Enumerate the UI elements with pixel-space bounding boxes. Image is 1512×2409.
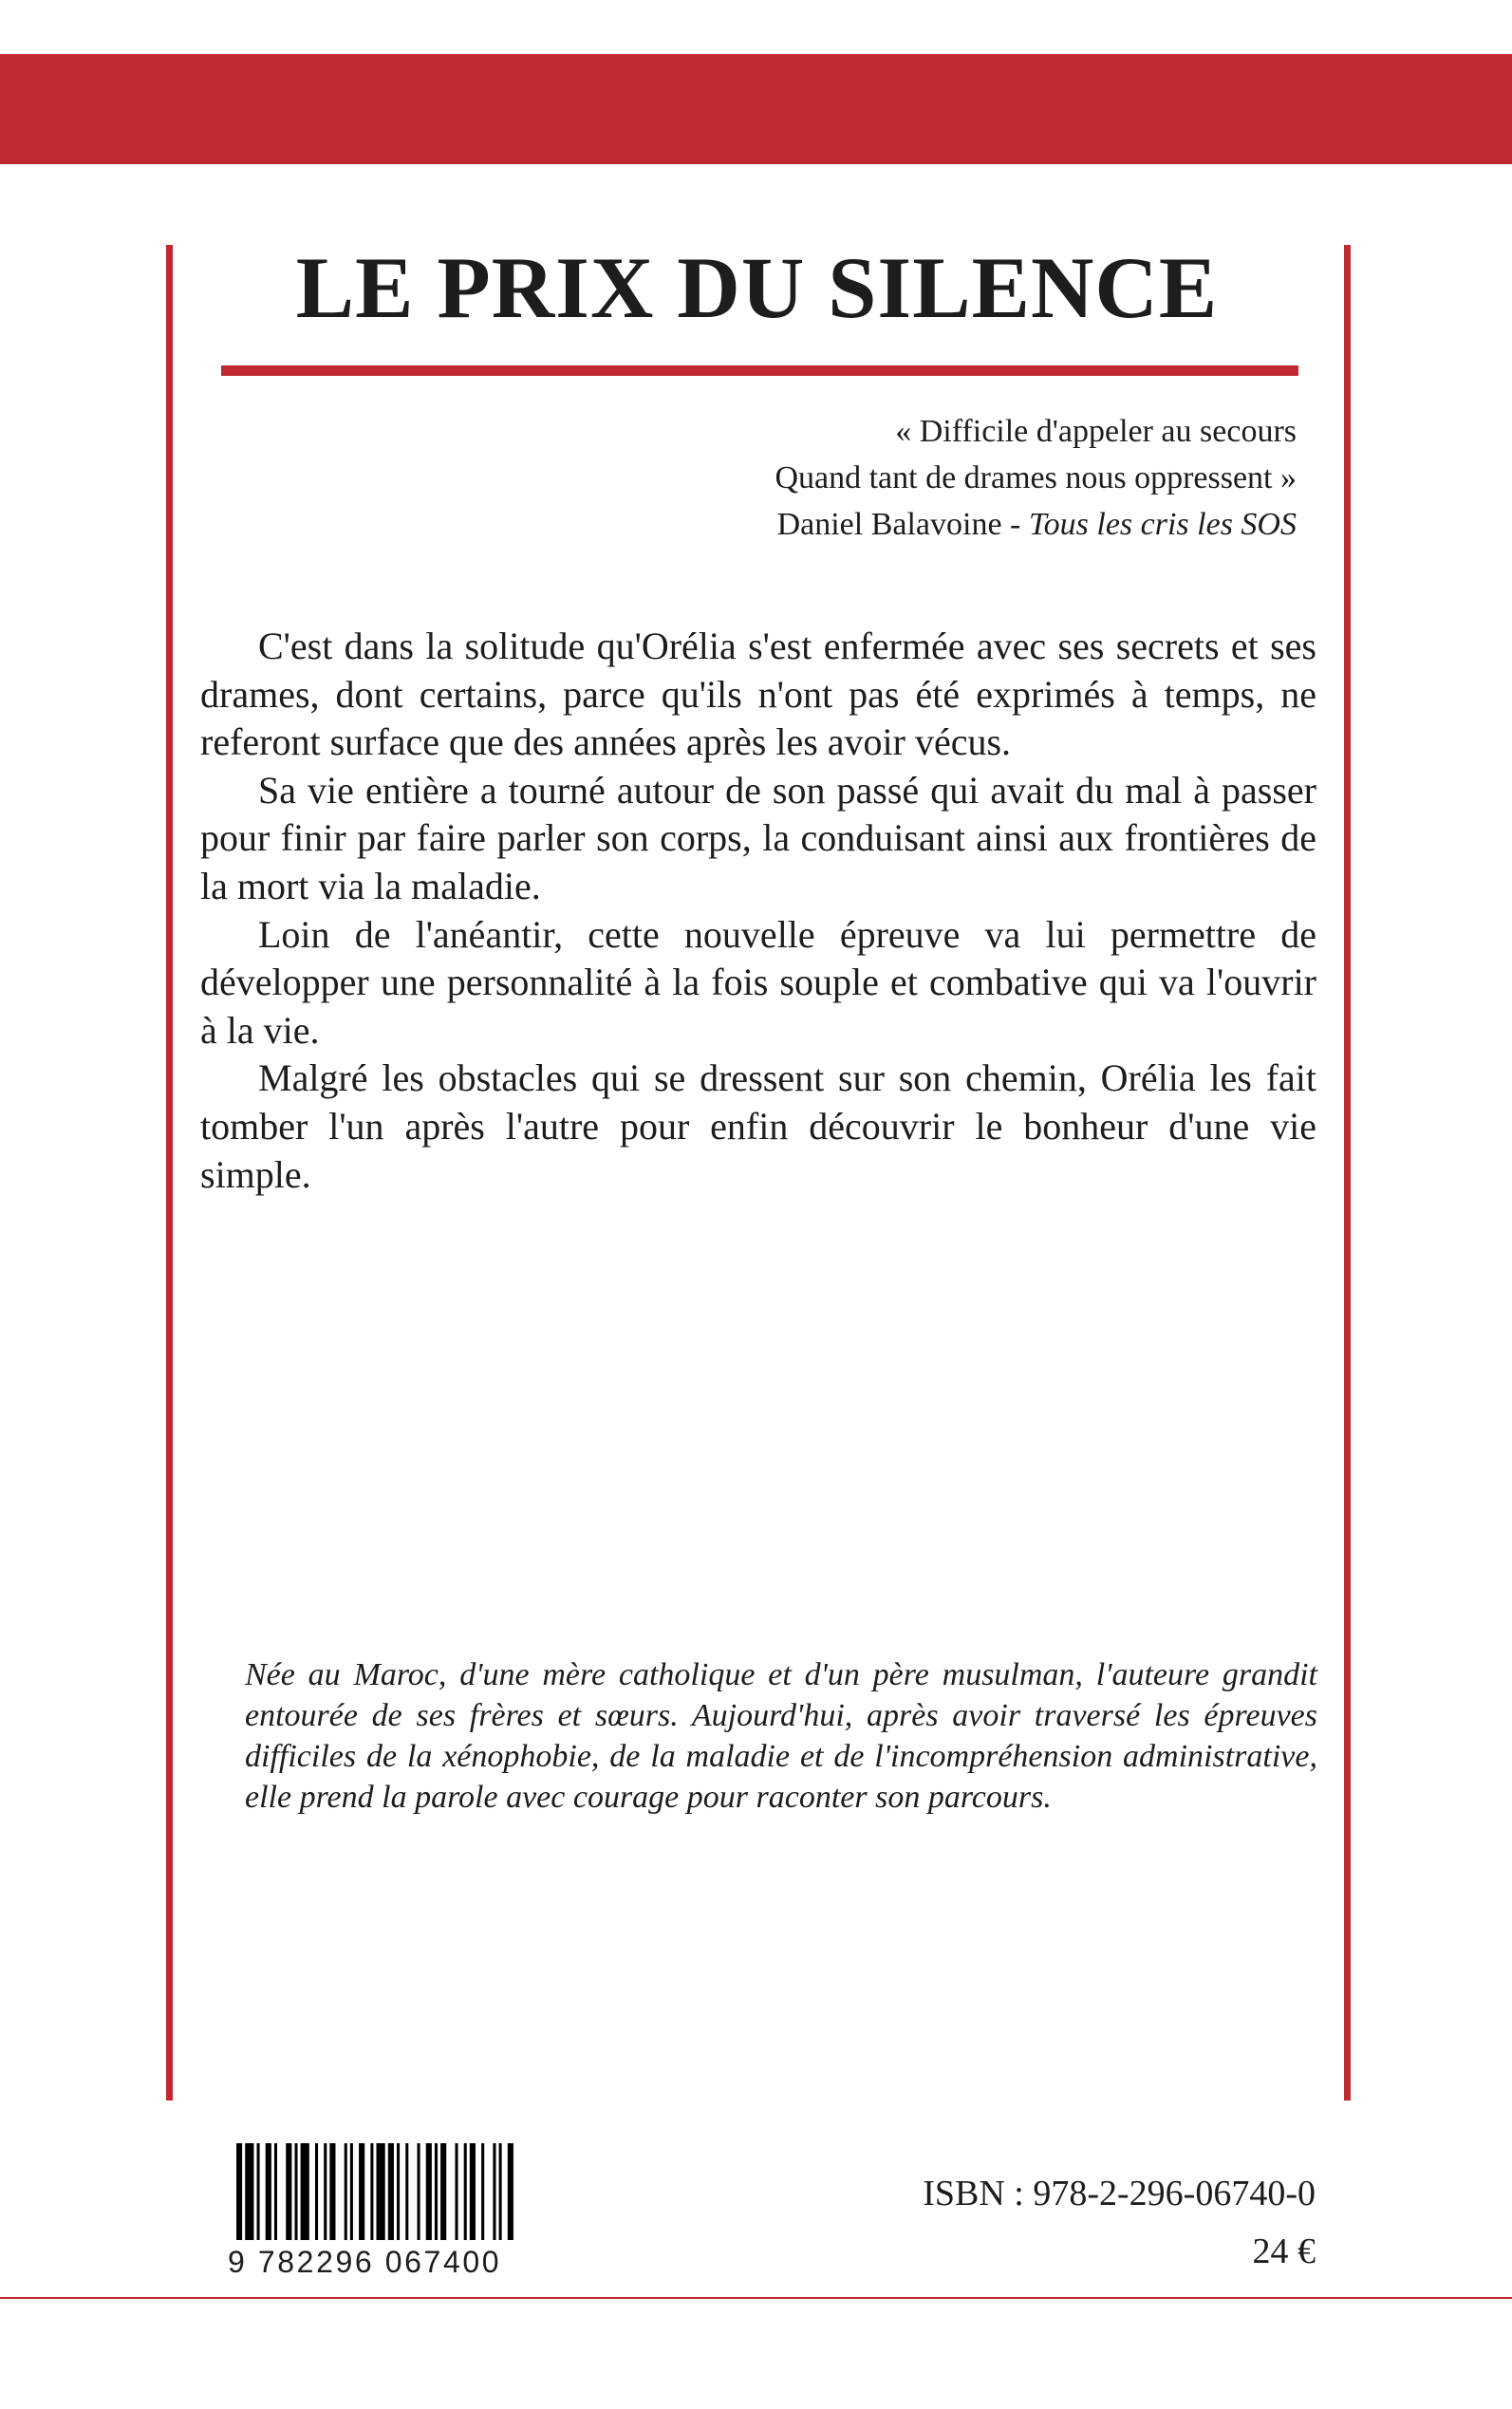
barcode-bar [499, 2143, 502, 2240]
barcode-bar [370, 2143, 373, 2240]
barcode-bar [329, 2143, 335, 2240]
barcode-bar [435, 2143, 438, 2240]
title-underline-rule [221, 365, 1298, 376]
barcode-bar [236, 2143, 242, 2240]
barcode-bar [440, 2143, 446, 2240]
barcode-bar [286, 2143, 291, 2240]
book-blurb [200, 623, 1316, 1199]
barcode-bar [455, 2143, 457, 2240]
price: 24 € [1252, 2232, 1316, 2271]
bottom-rule [0, 2297, 1512, 2299]
barcode-bar [324, 2143, 327, 2240]
barcode-bar [359, 2143, 364, 2240]
barcode-bar [508, 2143, 513, 2240]
epigraph-line-2: Quand tant de drames nous oppressent » [775, 460, 1297, 495]
blurb-paragraph-3: Loin de l'anéantir, cette nouvelle épreuve va lui permettre de développer une personnalité à la fois souple et combative qui va l'ouvrir à la vie. [200, 912, 1316, 1052]
blurb-paragraph-4: Malgré les obstacles qui se dressent sur son chemin, Orélia les fait tomber l'un après l'autre pour enfin découvrir le bonheur d'une vie simple. [200, 1056, 1316, 1196]
barcode-bar [245, 2143, 253, 2240]
blurb-paragraph-2: Sa vie entière a tourné autour de son passé qui avait du mal à passer pour finir par faire parler son corps, la conduisant ainsi aux frontières de la mort via la maladie. [200, 768, 1316, 907]
top-color-band [0, 54, 1512, 164]
epigraph-line-1: « Difficile d'appeler au secours [895, 414, 1297, 449]
author-bio: Née au Maroc, d'une mère catholique et d'un père musulman, l'auteure grandit entourée de ses frères et sœurs. Aujourd'hui, après avoir traversé les épreuves difficiles de la xénophobie, de la maladie et de l'incompréhension administrative, elle prend la parole avec courage pour raconter son parcours. [245, 1657, 1317, 1815]
barcode-bar [274, 2143, 277, 2240]
barcode-bar [350, 2143, 353, 2240]
barcode-bar [388, 2143, 394, 2240]
epigraph [475, 408, 1297, 548]
barcode-bar [405, 2143, 408, 2240]
barcode-bar [481, 2143, 484, 2240]
barcode-bar [426, 2143, 432, 2240]
epigraph-author: Daniel Balavoine - [776, 507, 1029, 542]
barcode-bar [493, 2143, 495, 2240]
right-vertical-rule [1344, 245, 1351, 2101]
epigraph-work-title: Tous les cris les SOS [1028, 507, 1297, 542]
isbn-number: ISBN : 978-2-296-06740-0 [923, 2174, 1316, 2213]
barcode-bar [257, 2143, 260, 2240]
barcode-bar [294, 2143, 297, 2240]
barcode-bar [345, 2143, 347, 2240]
epigraph-attribution [475, 501, 1297, 548]
barcode-bar [377, 2143, 385, 2240]
barcode-bar [464, 2143, 467, 2240]
barcode-bar [397, 2143, 400, 2240]
barcode-bar [266, 2143, 271, 2240]
barcode-digits: 9 782296 067400 [228, 2245, 502, 2279]
blurb-paragraph-1: C'est dans la solitude qu'Orélia s'est enfermée avec ses secrets et ses drames, dont certains, parce qu'ils n'ont pas été exprimés à temps, ne referont surface que des années après les avoir vécus. [200, 625, 1316, 764]
barcode-image [236, 2143, 516, 2240]
barcode-bar [315, 2143, 318, 2240]
left-vertical-rule [166, 245, 173, 2101]
barcode-bar [301, 2143, 309, 2240]
barcode-bar [418, 2143, 420, 2240]
book-title: LE PRIX DU SILENCE [295, 239, 1219, 336]
barcode-bar [470, 2143, 476, 2240]
